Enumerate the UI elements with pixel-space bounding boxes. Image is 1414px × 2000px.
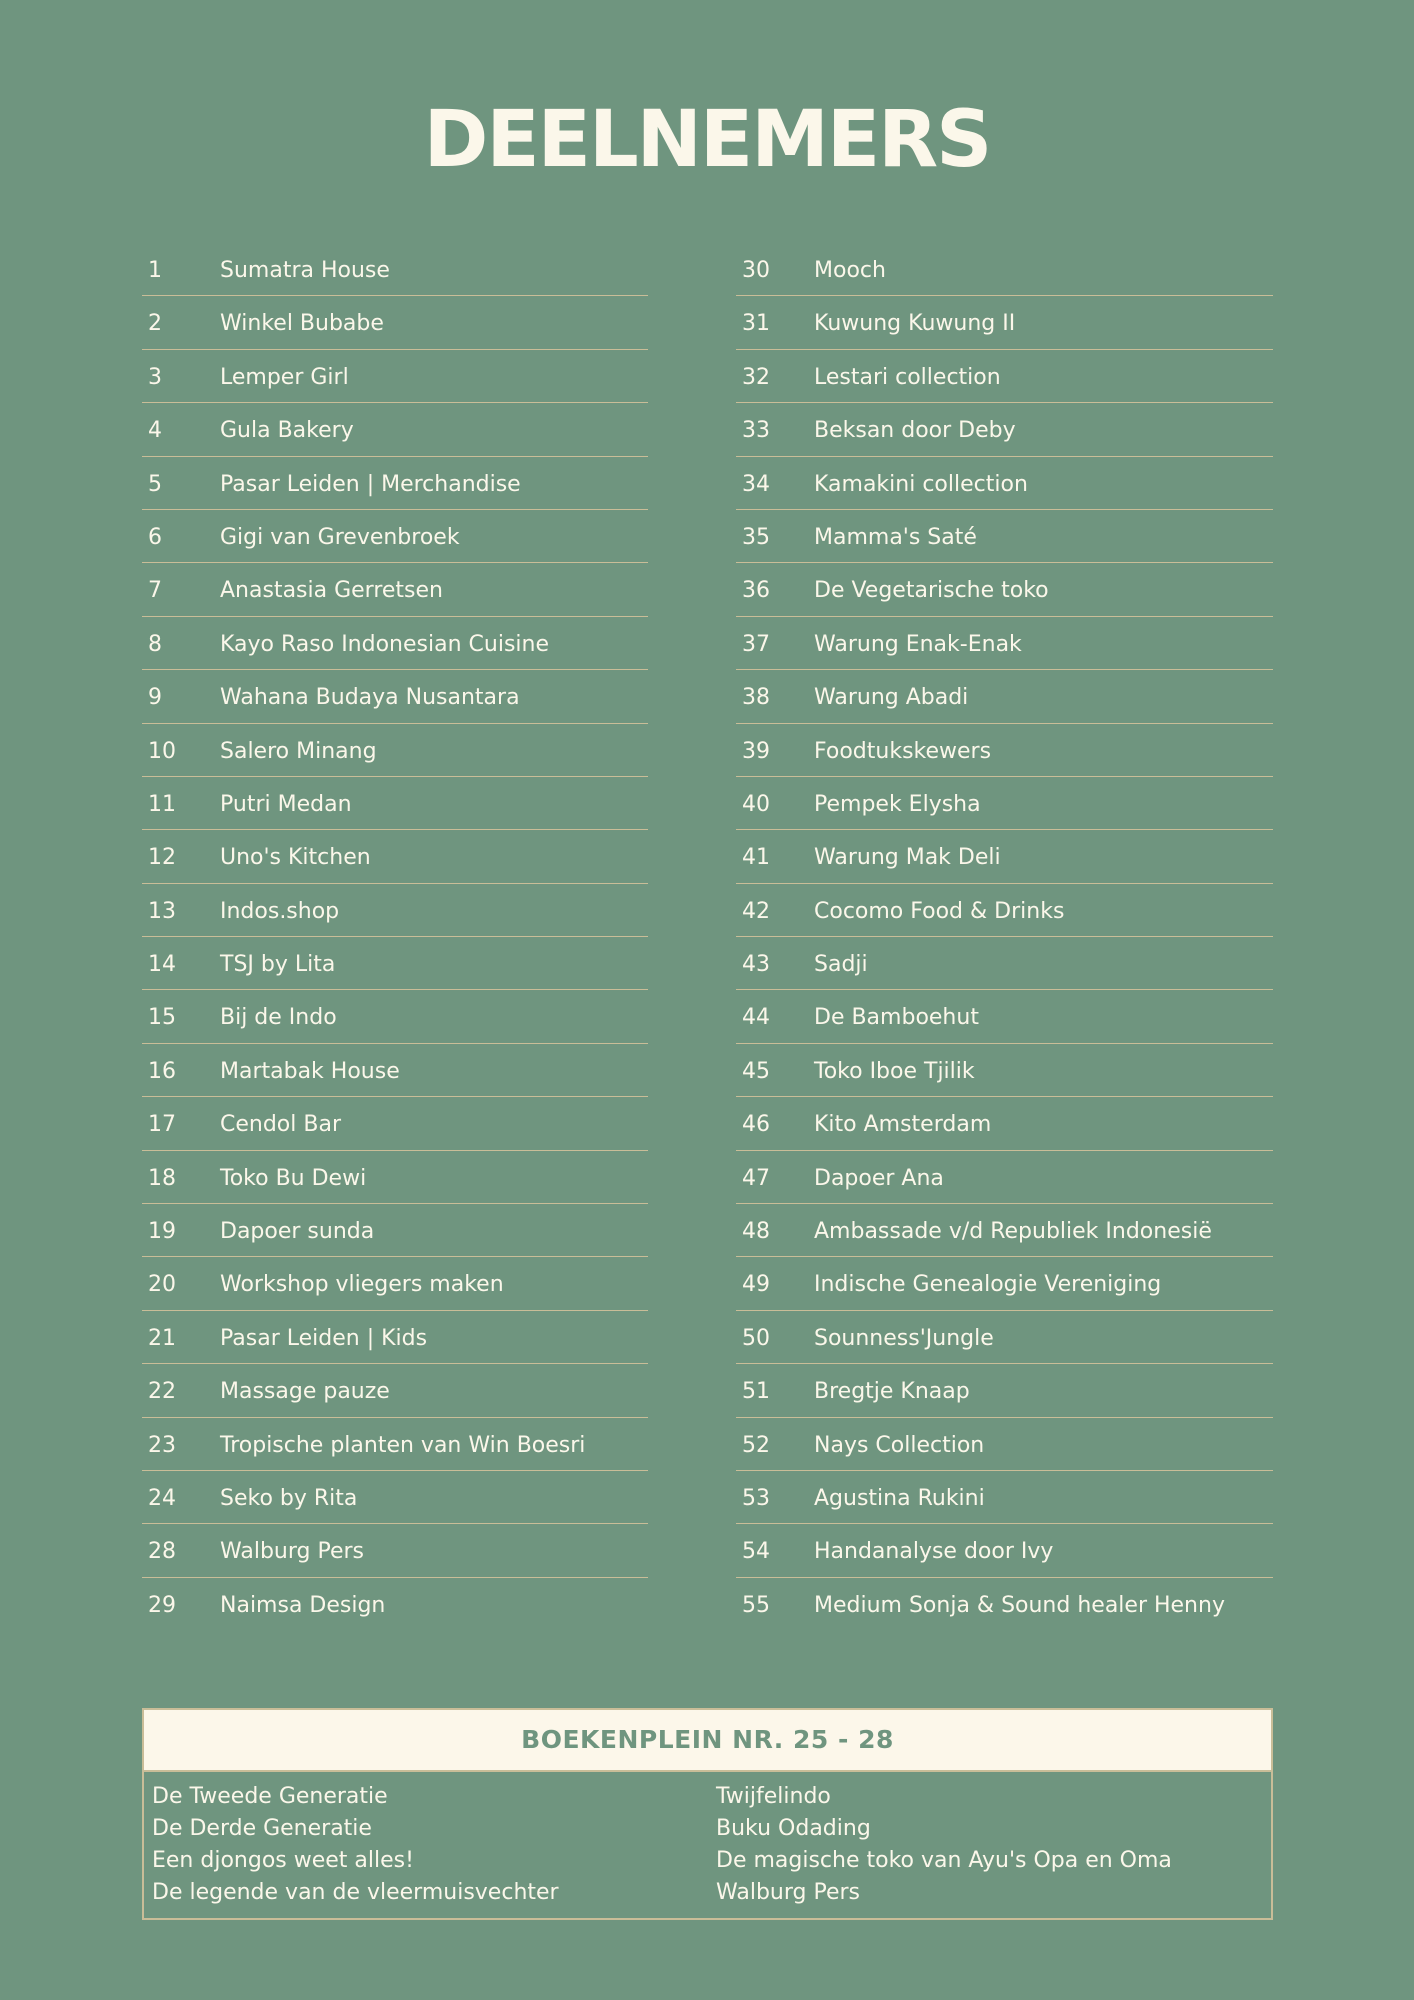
participant-number: 32 [742, 364, 770, 390]
participant-number: 15 [148, 1005, 176, 1031]
participant-number: 22 [148, 1379, 176, 1405]
participant-row [142, 1044, 648, 1097]
participant-row [142, 990, 648, 1043]
participant-row [736, 1311, 1273, 1364]
page-title: DEELNEMERS [423, 95, 991, 185]
participant-row [142, 1578, 648, 1631]
participant-name: Indos.shop [220, 898, 340, 924]
participant-number: 46 [742, 1112, 770, 1138]
participant-number: 41 [742, 845, 770, 871]
book-title: De Tweede Generatie [152, 1784, 388, 1809]
participant-name: Foodtukskewers [814, 738, 992, 764]
participant-row [736, 1578, 1273, 1631]
participant-row [142, 1418, 648, 1471]
participant-row [736, 563, 1273, 616]
boekenplein-list-right [716, 1781, 1172, 1909]
participant-number: 37 [742, 631, 770, 657]
participant-name: Putri Medan [220, 791, 352, 817]
participant-row [142, 777, 648, 830]
participant-number: 52 [742, 1432, 770, 1458]
participant-name: Gula Bakery [220, 418, 354, 444]
participant-row [736, 937, 1273, 990]
participant-number: 4 [148, 418, 162, 444]
participant-row [736, 457, 1273, 510]
participant-name: Wahana Budaya Nusantara [220, 685, 520, 711]
participant-number: 35 [742, 524, 770, 550]
participant-name: Warung Mak Deli [814, 845, 1001, 871]
participant-name: Gigi van Grevenbroek [220, 524, 460, 550]
participant-row [142, 617, 648, 670]
participant-number: 53 [742, 1485, 770, 1511]
participant-name: Lestari collection [814, 364, 1001, 390]
participant-name: Handanalyse door Ivy [814, 1539, 1054, 1565]
participant-row [142, 510, 648, 563]
participant-number: 45 [742, 1058, 770, 1084]
participant-number: 16 [148, 1058, 176, 1084]
participant-number: 36 [742, 578, 770, 604]
participant-number: 48 [742, 1219, 770, 1245]
participant-name: Seko by Rita [220, 1485, 358, 1511]
participants-list-right [736, 243, 1273, 1631]
participant-number: 10 [148, 738, 176, 764]
participant-number: 51 [742, 1379, 770, 1405]
participant-name: Toko Iboe Tjilik [814, 1058, 975, 1084]
participants-list-left [142, 243, 648, 1631]
participant-number: 18 [148, 1165, 176, 1191]
participant-row [142, 1471, 648, 1524]
participant-number: 50 [742, 1325, 770, 1351]
participant-name: Bregtje Knaap [814, 1379, 970, 1405]
participant-row [142, 884, 648, 937]
participant-name: Warung Enak-Enak [814, 631, 1022, 657]
participant-row [736, 884, 1273, 937]
participant-number: 6 [148, 524, 162, 550]
participant-name: Naimsa Design [220, 1592, 386, 1618]
participant-name: Agustina Rukini [814, 1485, 985, 1511]
participant-name: Sadji [814, 952, 868, 978]
participant-name: Medium Sonja & Sound healer Henny [814, 1592, 1225, 1618]
participant-row [736, 1044, 1273, 1097]
participant-name: Bij de Indo [220, 1005, 337, 1031]
participant-number: 2 [148, 311, 162, 337]
participant-name: Martabak House [220, 1058, 400, 1084]
participant-row [142, 1524, 648, 1577]
participant-row [142, 724, 648, 777]
participant-number: 39 [742, 738, 770, 764]
participant-row [736, 1418, 1273, 1471]
participant-row [736, 1257, 1273, 1310]
participant-row [736, 403, 1273, 456]
participant-name: Cendol Bar [220, 1112, 341, 1138]
book-title: Buku Odading [716, 1816, 871, 1841]
participant-name: Pasar Leiden | Kids [220, 1325, 428, 1351]
participant-row [736, 243, 1273, 296]
participant-number: 30 [742, 258, 770, 283]
participant-number: 12 [148, 845, 176, 871]
participant-row [142, 1097, 648, 1150]
participant-name: Warung Abadi [814, 685, 969, 711]
participant-name: Pempek Elysha [814, 791, 981, 817]
participant-number: 20 [148, 1272, 176, 1298]
participant-name: Toko Bu Dewi [220, 1165, 367, 1191]
participant-row [736, 724, 1273, 777]
participant-name: Indische Genealogie Vereniging [814, 1272, 1162, 1298]
book-title: De magische toko van Ayu's Opa en Oma [716, 1848, 1172, 1873]
participant-row [142, 296, 648, 349]
participant-number: 1 [148, 258, 162, 283]
participant-name: Cocomo Food & Drinks [814, 898, 1065, 924]
participant-row [736, 1471, 1273, 1524]
participant-row [142, 1311, 648, 1364]
participant-row [142, 670, 648, 723]
participant-row [736, 777, 1273, 830]
participant-name: Lemper Girl [220, 364, 349, 390]
participant-number: 23 [148, 1432, 176, 1458]
participant-row [142, 1364, 648, 1417]
participant-row [142, 350, 648, 403]
boekenplein-header: BOEKENPLEIN NR. 25 - 28 [144, 1710, 1271, 1772]
participant-row [142, 937, 648, 990]
participant-number: 44 [742, 1005, 770, 1031]
participant-name: Winkel Bubabe [220, 311, 384, 337]
participant-number: 11 [148, 791, 176, 817]
participant-number: 21 [148, 1325, 176, 1351]
participant-name: Anastasia Gerretsen [220, 578, 443, 604]
participant-row [142, 1204, 648, 1257]
participant-number: 13 [148, 898, 176, 924]
participant-number: 34 [742, 471, 770, 497]
participant-name: Kuwung Kuwung II [814, 311, 1016, 337]
participant-name: Tropische planten van Win Boesri [220, 1432, 586, 1458]
participant-name: Beksan door Deby [814, 418, 1016, 444]
participant-name: Kito Amsterdam [814, 1112, 992, 1138]
participant-name: Nays Collection [814, 1432, 985, 1458]
participant-number: 17 [148, 1112, 176, 1138]
participant-name: Pasar Leiden | Merchandise [220, 471, 521, 497]
participant-row [736, 1524, 1273, 1577]
participant-name: Walburg Pers [220, 1539, 364, 1565]
participant-row [142, 1257, 648, 1310]
book-title: De legende van de vleermuisvechter [152, 1880, 559, 1905]
participant-name: Sumatra House [220, 258, 390, 283]
participant-number: 9 [148, 685, 162, 711]
participant-number: 49 [742, 1272, 770, 1298]
participant-name: De Vegetarische toko [814, 578, 1049, 604]
participant-name: Dapoer sunda [220, 1219, 375, 1245]
book-title: Walburg Pers [716, 1880, 860, 1905]
participant-row [736, 1097, 1273, 1150]
participant-number: 54 [742, 1539, 770, 1565]
participant-number: 55 [742, 1592, 770, 1618]
participant-name: Kayo Raso Indonesian Cuisine [220, 631, 549, 657]
participant-number: 42 [742, 898, 770, 924]
participant-number: 38 [742, 685, 770, 711]
book-title: Twijfelindo [716, 1784, 831, 1809]
participant-row [736, 350, 1273, 403]
participant-row [736, 1151, 1273, 1204]
participant-row [142, 830, 648, 883]
participant-name: Mamma's Saté [814, 524, 977, 550]
participant-number: 5 [148, 471, 162, 497]
participant-name: De Bamboehut [814, 1005, 979, 1031]
participant-name: Uno's Kitchen [220, 845, 371, 871]
participant-row [736, 990, 1273, 1043]
participant-number: 14 [148, 952, 176, 978]
participant-number: 29 [148, 1592, 176, 1618]
participant-number: 7 [148, 578, 162, 604]
participant-name: Sounness'Jungle [814, 1325, 994, 1351]
participant-row [736, 1364, 1273, 1417]
participant-number: 24 [148, 1485, 176, 1511]
participant-row [142, 243, 648, 296]
participant-name: Dapoer Ana [814, 1165, 944, 1191]
book-title: De Derde Generatie [152, 1816, 372, 1841]
participant-name: Workshop vliegers maken [220, 1272, 504, 1298]
participant-name: Mooch [814, 258, 886, 283]
participant-row [736, 830, 1273, 883]
participant-number: 43 [742, 952, 770, 978]
boekenplein-box [142, 1708, 1273, 1920]
participant-name: TSJ by Lita [220, 952, 336, 978]
participant-number: 19 [148, 1219, 176, 1245]
boekenplein-list-left [152, 1781, 559, 1909]
participant-number: 3 [148, 364, 162, 390]
participant-row [736, 670, 1273, 723]
book-title: Een djongos weet alles! [152, 1848, 414, 1873]
participant-row [142, 1151, 648, 1204]
participant-number: 28 [148, 1539, 176, 1565]
participant-row [736, 1204, 1273, 1257]
participant-number: 8 [148, 631, 162, 657]
participant-row [142, 563, 648, 616]
participant-number: 47 [742, 1165, 770, 1191]
participant-number: 33 [742, 418, 770, 444]
participant-row [736, 296, 1273, 349]
participant-row [142, 403, 648, 456]
participant-number: 31 [742, 311, 770, 337]
participant-row [736, 617, 1273, 670]
participant-name: Massage pauze [220, 1379, 390, 1405]
participant-row [142, 457, 648, 510]
participant-row [736, 510, 1273, 563]
participant-number: 40 [742, 791, 770, 817]
participant-name: Kamakini collection [814, 471, 1028, 497]
participant-name: Ambassade v/d Republiek Indonesië [814, 1219, 1212, 1245]
participant-name: Salero Minang [220, 738, 377, 764]
